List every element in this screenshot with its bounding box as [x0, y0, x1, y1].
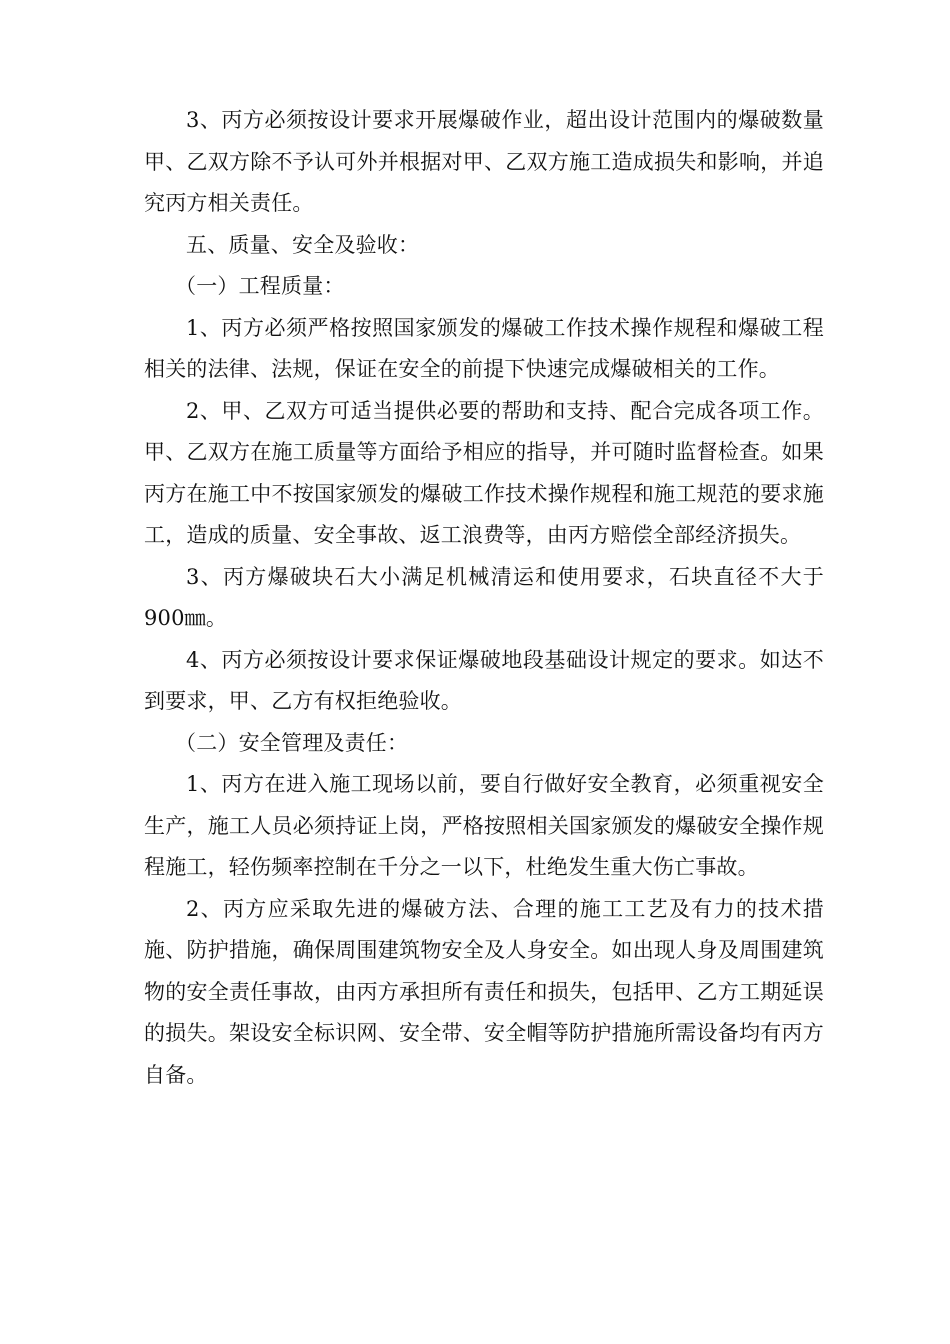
- document-page: [144, 100, 824, 1096]
- paragraph-quality-item-4: 4、丙方必须按设计要求保证爆破地段基础设计规定的要求。如达不到要求，甲、乙方有权拒绝验收。: [144, 647, 824, 713]
- paragraph-quality-item-1: 1、丙方必须严格按照国家颁发的爆破工作技术操作规程和爆破工程相关的法律、法规，保证在安全的前提下快速完成爆破相关的工作。: [144, 315, 824, 381]
- subsection-heading-engineering-quality: （一）工程质量：: [175, 274, 345, 298]
- paragraph-quality-item-3: 3、丙方爆破块石大小满足机械清运和使用要求，石块直径不大于900㎜。: [144, 564, 824, 630]
- paragraph-safety-item-1: 1、丙方在进入施工现场以前，要自行做好安全教育，必须重视安全生产，施工人员必须持证上岗，严格按照相关国家颁发的爆破安全操作规程施工，轻伤频率控制在千分之一以下，杜绝发生重大伤亡事故。: [144, 772, 824, 879]
- paragraph-clause-3-blasting-scope: 3、丙方必须按设计要求开展爆破作业，超出设计范围内的爆破数量甲、乙双方除不予认可外并根据对甲、乙双方施工造成损失和影响，并追究丙方相关责任。: [144, 108, 824, 215]
- paragraph-safety-item-2: 2、丙方应采取先进的爆破方法、合理的施工工艺及有力的技术措施、防护措施，确保周围建筑物安全及人身安全。如出现人身及周围建筑物的安全责任事故，由丙方承担所有责任和损失，包括甲、乙方工期延误的损失。架设安全标识网、安全带、安全帽等防护措施所需设备均有丙方自备。: [144, 896, 824, 1087]
- section-heading-quality-safety-acceptance: 五、质量、安全及验收：: [186, 232, 420, 257]
- subsection-heading-safety-management: （二）安全管理及责任：: [175, 730, 409, 755]
- paragraph-quality-item-2: 2、甲、乙双方可适当提供必要的帮助和支持、配合完成各项工作。甲、乙双方在施工质量等方面给予相应的指导，并可随时监督检查。如果丙方在施工中不按国家颁发的爆破工作技术操作规程和施工规范的要求施工，造成的质量、安全事故、返工浪费等，由丙方赔偿全部经济损失。: [144, 398, 824, 547]
